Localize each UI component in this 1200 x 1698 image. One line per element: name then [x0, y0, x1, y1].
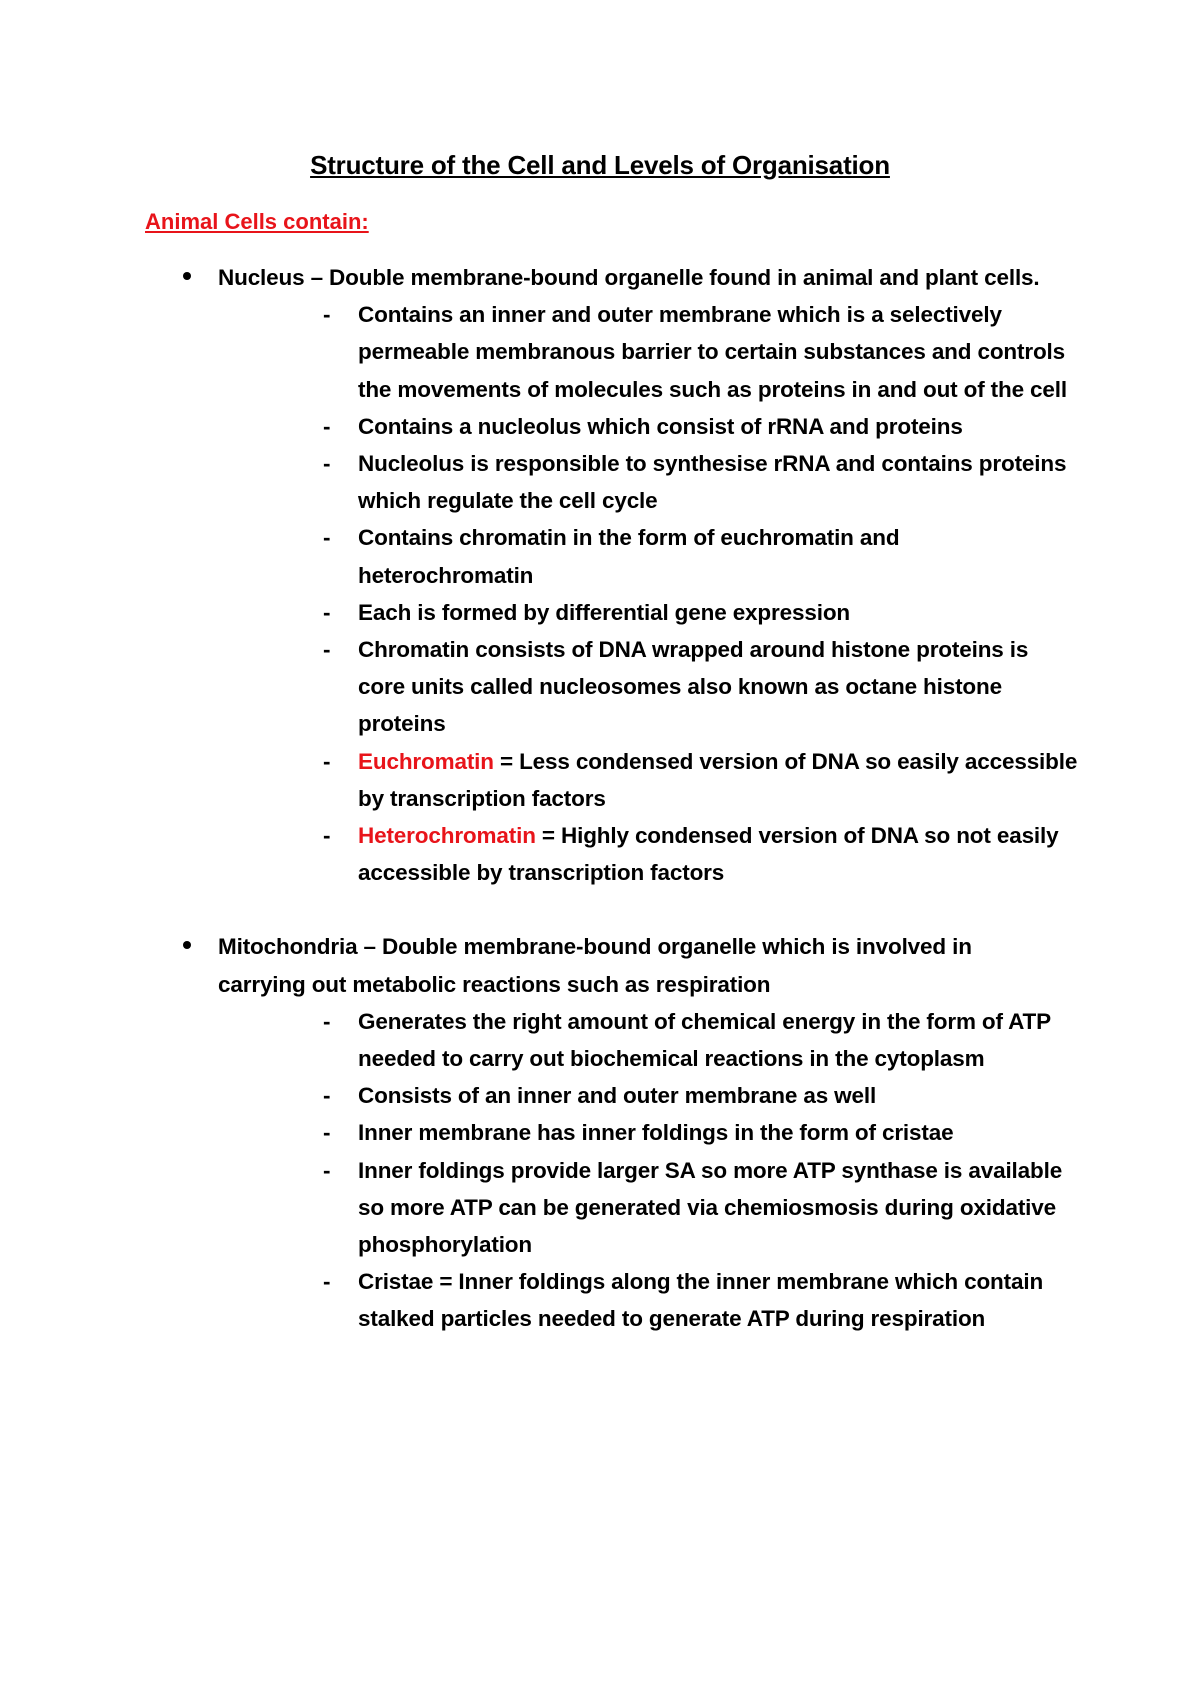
- dash-marker: -: [323, 1008, 331, 1034]
- sub-list-nucleus: [0, 296, 1200, 891]
- list-item-text: Contains a nucleolus which consist of rRNA and proteins: [358, 413, 963, 439]
- term-euchromatin: Euchromatin: [358, 748, 494, 774]
- list-item: [0, 519, 1078, 593]
- list-item: [0, 445, 1078, 519]
- list-item-text: Consists of an inner and outer membrane as well: [358, 1083, 877, 1109]
- section-heading: Animal Cells contain:: [145, 209, 369, 234]
- dash-marker: -: [323, 748, 331, 774]
- list-item-text: Contains an inner and outer membrane which is a selectively permeable membranous barrier to certain substances and controls the movements of molecules such as proteins in and out of the cell: [358, 302, 1067, 402]
- list-item: [0, 594, 1078, 631]
- list-item: [0, 1003, 1078, 1077]
- list-item-text: Chromatin consists of DNA wrapped around histone proteins is core units called nucleosomes also known as octane histone proteins: [358, 637, 1029, 737]
- dash-marker: -: [323, 1083, 331, 1109]
- list-item-text: Contains chromatin in the form of euchromatin and heterochromatin: [358, 525, 900, 588]
- list-item-text: Inner membrane has inner foldings in the form of cristae: [358, 1120, 954, 1146]
- list-item-text: Generates the right amount of chemical energy in the form of ATP needed to carry out biochemical reactions in the cytoplasm: [358, 1008, 1051, 1072]
- list-item-text: Each is formed by differential gene expression: [358, 599, 851, 625]
- list-item: [0, 817, 1078, 891]
- list-item: [0, 1152, 1078, 1264]
- bullet-mitochondria: [0, 928, 1200, 1337]
- bullet-nucleus: [0, 259, 1200, 891]
- list-item: [0, 1114, 1078, 1151]
- dash-marker: -: [323, 823, 331, 849]
- page-title: Structure of the Cell and Levels of Organisation: [310, 150, 890, 180]
- list-item-text: Inner foldings provide larger SA so more ATP synthase is available so more ATP can be generated via chemiosmosis during oxidative phosphorylation: [358, 1157, 1063, 1258]
- dash-marker: -: [323, 1120, 331, 1146]
- dash-marker: -: [323, 1269, 331, 1295]
- list-item: [0, 743, 1078, 817]
- dash-marker: -: [323, 451, 331, 477]
- list-item: [0, 408, 1078, 445]
- list-item-text: Nucleolus is responsible to synthesise rRNA and contains proteins which regulate the cell cycle: [358, 451, 1067, 514]
- document-body: [0, 259, 1200, 1338]
- dash-marker: -: [323, 302, 331, 328]
- blank-line: [0, 891, 1200, 928]
- list-item: [0, 1263, 1078, 1337]
- dash-marker: -: [323, 599, 331, 625]
- dash-marker: -: [323, 637, 331, 663]
- list-item: [0, 296, 1078, 408]
- list-item: [0, 631, 1078, 743]
- list-item-text: Cristae = Inner foldings along the inner membrane which contain stalked particles needed to generate ATP during respiration: [358, 1269, 1044, 1332]
- dash-marker: -: [323, 1157, 331, 1183]
- list-item: [0, 1077, 1078, 1114]
- dash-marker: -: [323, 525, 331, 551]
- dash-marker: -: [323, 413, 331, 439]
- bullet-dot-icon: [183, 272, 191, 280]
- list-item-text: = Highly condensed version of DNA so not easily accessible by transcription factors: [358, 823, 1059, 886]
- bullet-text: Mitochondria – Double membrane-bound organelle which is involved in carrying out metabolic reactions such as respiration: [218, 934, 972, 997]
- sub-list-mitochondria: [0, 1003, 1200, 1338]
- term-heterochromatin: Heterochromatin: [358, 823, 536, 849]
- bullet-text: Nucleus – Double membrane-bound organelle found in animal and plant cells.: [218, 265, 1040, 290]
- list-item-text: = Less condensed version of DNA so easily accessible by transcription factors: [358, 748, 1078, 811]
- bullet-dot-icon: [183, 941, 191, 949]
